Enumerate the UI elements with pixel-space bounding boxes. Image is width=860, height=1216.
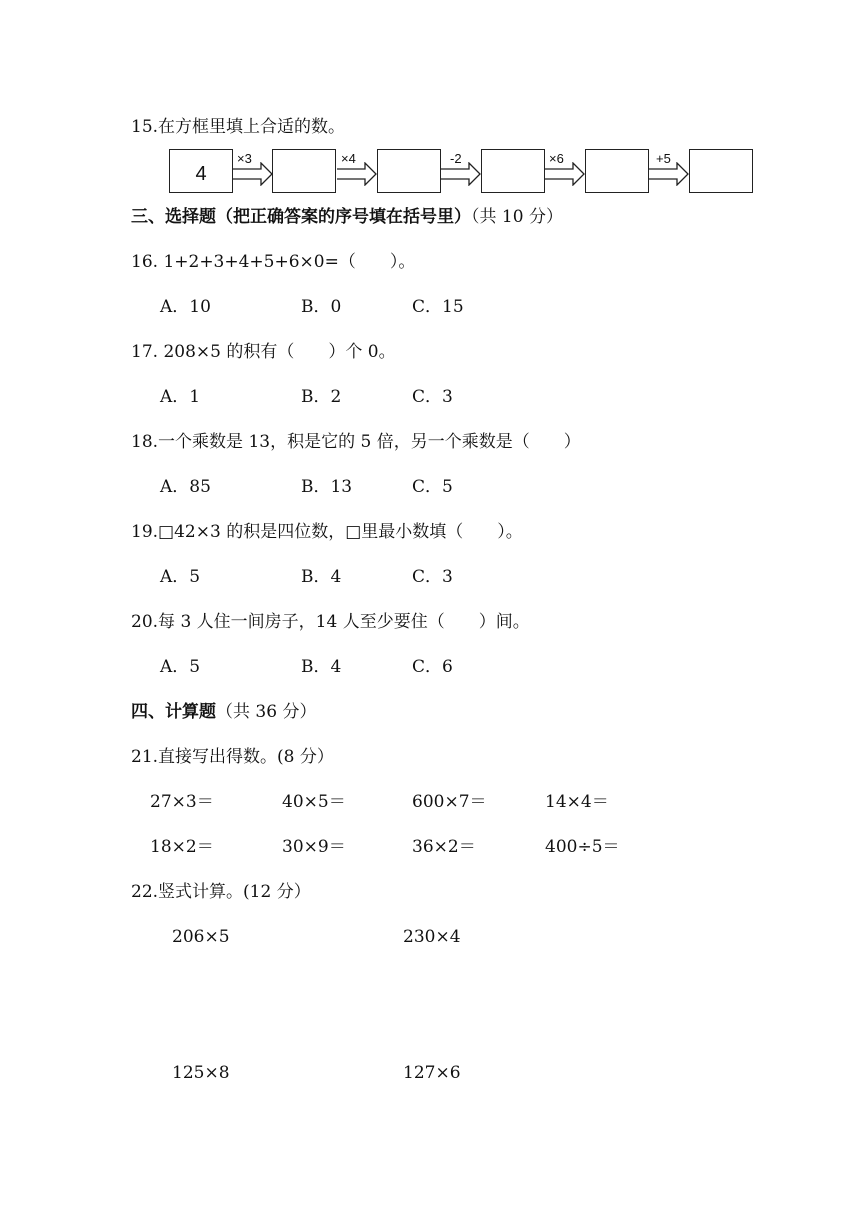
oral-calc-item: 30×9＝	[282, 837, 346, 857]
chain-box-6[interactable]	[689, 149, 753, 193]
vertical-calc-item: 230×4	[403, 927, 461, 947]
question-16-stem: 16. 1+2+3+4+5+6×0=（ ）。	[131, 252, 416, 272]
oral-calc-item: 400÷5＝	[545, 837, 620, 857]
option-b[interactable]: B．2	[301, 387, 342, 407]
oral-calc-item: 27×3＝	[150, 792, 214, 812]
option-c[interactable]: C．5	[412, 477, 453, 497]
option-c[interactable]: C．6	[412, 657, 453, 677]
question-19-stem: 19.□42×3 的积是四位数，□里最小数填（ ）。	[131, 522, 523, 542]
option-b[interactable]: B．0	[301, 297, 342, 317]
question-22-text: 22.竖式计算。(12 分）	[131, 882, 311, 902]
chain-box-1[interactable]	[169, 149, 233, 193]
chain-box-3[interactable]	[377, 149, 441, 193]
option-b[interactable]: B．13	[301, 477, 353, 497]
option-c[interactable]: C．3	[412, 387, 453, 407]
oral-calc-item: 18×2＝	[150, 837, 214, 857]
option-c[interactable]: C．3	[412, 567, 453, 587]
section-4-heading: 四、计算题（共 36 分）	[131, 702, 317, 722]
oral-calc-item: 40×5＝	[282, 792, 346, 812]
option-a[interactable]: A．10	[160, 297, 211, 317]
option-b[interactable]: B．4	[301, 657, 342, 677]
chain-op-1: ×3	[237, 151, 252, 166]
question-17-stem: 17. 208×5 的积有（ ）个 0。	[131, 342, 396, 362]
chain-op-4: ×6	[549, 151, 564, 166]
vertical-calc-item: 127×6	[403, 1063, 461, 1083]
chain-op-3: -2	[450, 151, 462, 166]
chain-op-2: ×4	[341, 151, 356, 166]
option-c[interactable]: C．15	[412, 297, 464, 317]
question-21-text: 21.直接写出得数。(8 分）	[131, 747, 334, 767]
section-3-heading: 三、选择题（把正确答案的序号填在括号里）（共 10 分）	[131, 207, 563, 227]
option-a[interactable]: A．5	[160, 657, 201, 677]
option-a[interactable]: A．5	[160, 567, 201, 587]
vertical-calc-item: 206×5	[172, 927, 230, 947]
vertical-calc-item: 125×8	[172, 1063, 230, 1083]
chain-box-5[interactable]	[585, 149, 649, 193]
option-a[interactable]: A．85	[160, 477, 211, 497]
chain-box-4[interactable]	[481, 149, 545, 193]
option-b[interactable]: B．4	[301, 567, 342, 587]
question-18-stem: 18.一个乘数是 13，积是它的 5 倍，另一个乘数是（ ）	[131, 432, 581, 452]
q15-text: 15.在方框里填上合适的数。	[131, 117, 346, 137]
question-20-stem: 20.每 3 人住一间房子，14 人至少要住（ ）间。	[131, 612, 530, 632]
option-a[interactable]: A．1	[160, 387, 201, 407]
chain-box-2[interactable]	[272, 149, 336, 193]
chain-box-1-value: 4	[195, 163, 207, 185]
oral-calc-item: 14×4＝	[545, 792, 609, 812]
oral-calc-item: 36×2＝	[412, 837, 476, 857]
chain-op-5: +5	[656, 151, 671, 166]
oral-calc-item: 600×7＝	[412, 792, 487, 812]
